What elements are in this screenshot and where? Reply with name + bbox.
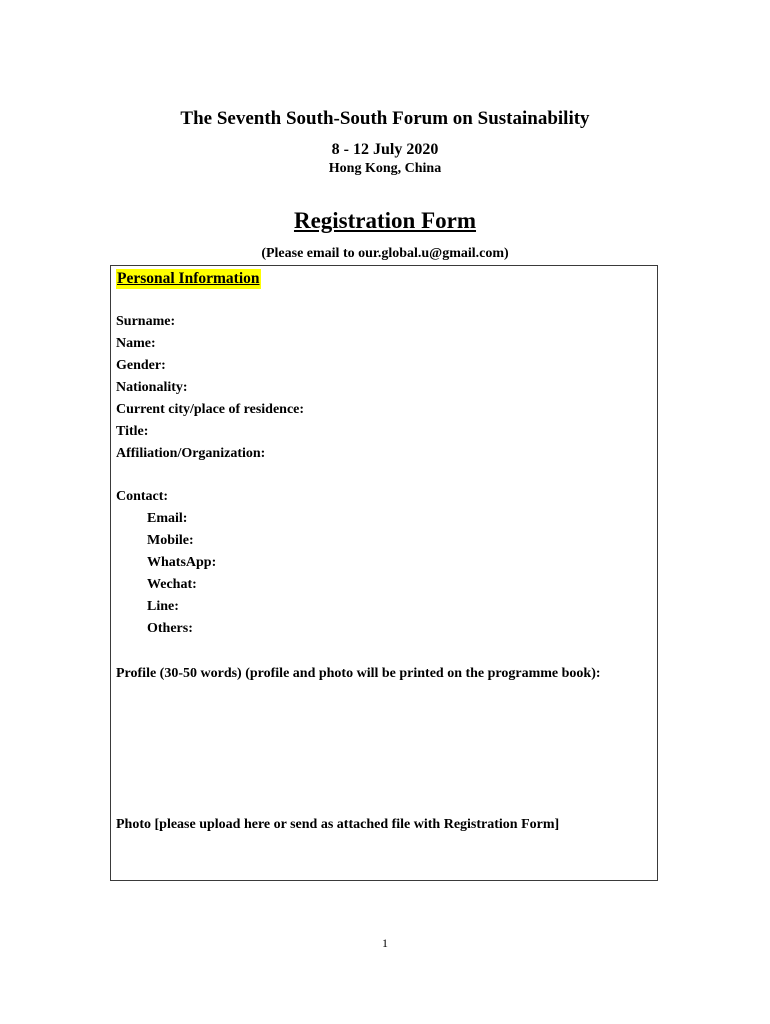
field-label-gender: Gender: <box>116 358 166 373</box>
field-label-affiliation: Affiliation/Organization: <box>116 446 266 461</box>
field-label-residence: Current city/place of residence: <box>116 402 305 417</box>
photo-label: Photo [please upload here or send as attached file with Registration Form] <box>116 817 560 832</box>
contact-label: Contact: <box>116 489 169 504</box>
field-label-surname: Surname: <box>116 314 176 329</box>
field-label-nationality: Nationality: <box>116 380 188 395</box>
field-label-name: Name: <box>116 336 156 351</box>
event-dates: 8 - 12 July 2020 <box>331 141 439 158</box>
section-heading-personal-information: Personal Information <box>117 270 260 287</box>
form-title: Registration Form <box>293 208 477 233</box>
profile-label: Profile (30-50 words) (profile and photo will be printed on the programme book): <box>116 666 601 681</box>
contact-label-mobile: Mobile: <box>147 533 194 548</box>
event-location: Hong Kong, China <box>328 161 442 176</box>
contact-label-others: Others: <box>147 621 193 636</box>
field-label-title: Title: <box>116 424 149 439</box>
contact-label-whatsapp: WhatsApp: <box>147 555 217 570</box>
contact-label-email: Email: <box>147 511 188 526</box>
registration-form-box <box>110 265 658 881</box>
page-number: 1 <box>382 936 388 950</box>
event-title: The Seventh South-South Forum on Sustainability <box>180 108 590 129</box>
contact-label-line: Line: <box>147 599 179 614</box>
contact-label-wechat: Wechat: <box>147 577 197 592</box>
email-instruction: (Please email to our.global.u@gmail.com) <box>261 246 509 261</box>
